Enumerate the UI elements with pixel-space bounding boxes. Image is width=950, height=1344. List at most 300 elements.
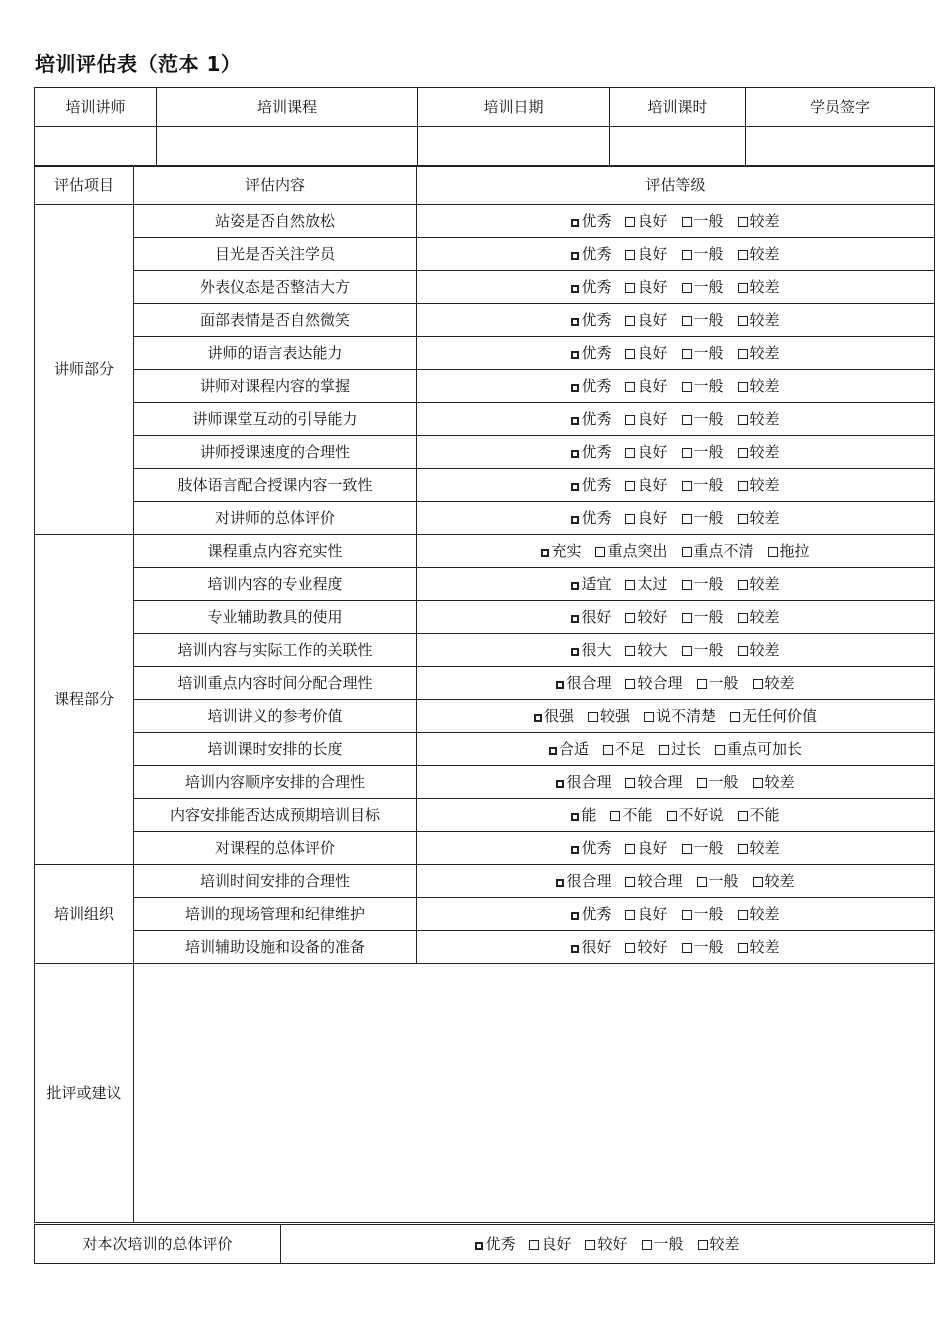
rating-options: [417, 634, 935, 667]
rating-option[interactable]: [738, 576, 780, 593]
rating-option[interactable]: [625, 213, 667, 230]
rating-option[interactable]: [738, 510, 780, 527]
rating-option[interactable]: [682, 213, 724, 230]
rating-option[interactable]: [738, 609, 780, 626]
rating-option[interactable]: [588, 708, 630, 725]
rating-option[interactable]: [697, 873, 739, 890]
checkbox-icon[interactable]: [682, 943, 692, 953]
option-label: 优秀: [581, 508, 612, 527]
option-label: 能: [581, 805, 597, 824]
rating-option[interactable]: [549, 741, 589, 758]
rating-options: [417, 469, 935, 502]
rating-option[interactable]: [682, 378, 724, 395]
checkbox-icon[interactable]: [625, 646, 635, 656]
option-label: 优秀: [581, 409, 612, 428]
rating-option[interactable]: [625, 840, 667, 857]
rating-option[interactable]: [738, 246, 780, 263]
option-label: 良好: [637, 343, 668, 362]
checkbox-icon[interactable]: [571, 615, 579, 623]
rating-option[interactable]: [625, 873, 682, 890]
checkbox-icon[interactable]: [625, 514, 635, 524]
eval-row: [35, 370, 935, 403]
rating-option[interactable]: [682, 345, 724, 362]
rating-option[interactable]: [738, 279, 780, 296]
rating-option[interactable]: [738, 411, 780, 428]
option-label: 一般: [693, 376, 724, 395]
rating-option[interactable]: [667, 807, 724, 824]
option-label: 重点不清: [693, 541, 754, 560]
rating-option[interactable]: [642, 1236, 684, 1253]
checkbox-icon[interactable]: [556, 879, 564, 887]
checkbox-icon[interactable]: [549, 747, 557, 755]
rating-option[interactable]: [738, 807, 780, 824]
rating-option[interactable]: [625, 279, 667, 296]
checkbox-icon[interactable]: [529, 1240, 539, 1250]
eval-row: [35, 766, 935, 799]
checkbox-icon[interactable]: [571, 912, 579, 920]
option-label: 优秀: [581, 475, 612, 494]
checkbox-icon[interactable]: [738, 943, 748, 953]
rating-option[interactable]: [738, 477, 780, 494]
checkbox-icon[interactable]: [738, 613, 748, 623]
rating-option[interactable]: [625, 444, 667, 461]
checkbox-icon[interactable]: [659, 745, 669, 755]
rating-option[interactable]: [571, 840, 611, 857]
option-label: 良好: [637, 838, 668, 857]
checkbox-icon[interactable]: [753, 778, 763, 788]
checkbox-icon[interactable]: [571, 813, 579, 821]
checkbox-icon[interactable]: [541, 549, 549, 557]
eval-row: [35, 634, 935, 667]
checkbox-icon[interactable]: [571, 252, 579, 260]
rating-option[interactable]: [571, 444, 611, 461]
rating-option[interactable]: [625, 510, 667, 527]
option-label: 一般: [693, 442, 724, 461]
option-label: 一般: [693, 838, 724, 857]
rating-option[interactable]: [738, 213, 780, 230]
option-label: 较合理: [637, 871, 683, 890]
rating-option[interactable]: [682, 642, 724, 659]
checkbox-icon[interactable]: [715, 745, 725, 755]
checkbox-icon[interactable]: [571, 516, 579, 524]
option-label: 说不清楚: [656, 706, 717, 725]
rating-option[interactable]: [682, 246, 724, 263]
eval-content: 讲师授课速度的合理性: [134, 436, 417, 469]
option-label: 优秀: [581, 310, 612, 329]
checkbox-icon[interactable]: [625, 943, 635, 953]
option-label: 一般: [693, 937, 724, 956]
signature-header: 学员签字: [746, 88, 935, 127]
rating-option[interactable]: [738, 345, 780, 362]
checkbox-icon[interactable]: [682, 514, 692, 524]
rating-option[interactable]: [625, 411, 667, 428]
eval-content: 对课程的总体评价: [134, 832, 417, 865]
checkbox-icon[interactable]: [697, 877, 707, 887]
hours-field[interactable]: [610, 127, 746, 166]
rating-option[interactable]: [556, 675, 611, 692]
eval-content: 目光是否关注学员: [134, 238, 417, 271]
rating-option[interactable]: [571, 477, 611, 494]
eval-content: 面部表情是否自然微笑: [134, 304, 417, 337]
rating-option[interactable]: [556, 873, 611, 890]
rating-option[interactable]: [738, 939, 780, 956]
checkbox-icon[interactable]: [682, 547, 692, 557]
checkbox-icon[interactable]: [682, 481, 692, 491]
rating-option[interactable]: [625, 774, 682, 791]
eval-row: [35, 667, 935, 700]
rating-option[interactable]: [682, 576, 724, 593]
eval-item-header: 评估项目: [35, 167, 134, 205]
rating-options: [417, 931, 935, 964]
rating-option[interactable]: [625, 246, 667, 263]
option-label: 较差: [749, 376, 780, 395]
trainer-field[interactable]: [35, 127, 157, 166]
checkbox-icon[interactable]: [738, 217, 748, 227]
checkbox-icon[interactable]: [738, 415, 748, 425]
rating-option[interactable]: [682, 312, 724, 329]
checkbox-icon[interactable]: [753, 877, 763, 887]
info-table: [34, 87, 935, 166]
option-label: 很合理: [566, 673, 612, 692]
rating-option[interactable]: [571, 345, 611, 362]
eval-row: [35, 865, 935, 898]
rating-option[interactable]: [697, 774, 739, 791]
rating-option[interactable]: [682, 906, 724, 923]
rating-option[interactable]: [738, 378, 780, 395]
rating-option[interactable]: [534, 708, 574, 725]
checkbox-icon[interactable]: [625, 580, 635, 590]
rating-option[interactable]: [625, 378, 667, 395]
rating-options: [417, 700, 935, 733]
checkbox-icon[interactable]: [625, 283, 635, 293]
rating-option[interactable]: [682, 510, 724, 527]
checkbox-icon[interactable]: [682, 448, 692, 458]
checkbox-icon[interactable]: [556, 780, 564, 788]
eval-row: [35, 898, 935, 931]
eval-content: 讲师课堂互动的引导能力: [134, 403, 417, 436]
rating-option[interactable]: [682, 840, 724, 857]
rating-option[interactable]: [625, 477, 667, 494]
checkbox-icon[interactable]: [738, 646, 748, 656]
checkbox-icon[interactable]: [571, 648, 579, 656]
eval-content: 培训课时安排的长度: [134, 733, 417, 766]
rating-option[interactable]: [475, 1236, 515, 1253]
option-label: 很大: [581, 640, 612, 659]
option-label: 较差: [749, 937, 780, 956]
course-field[interactable]: [157, 127, 418, 166]
checkbox-icon[interactable]: [571, 417, 579, 425]
rating-option[interactable]: [571, 411, 611, 428]
rating-option[interactable]: [571, 609, 611, 626]
rating-option[interactable]: [738, 312, 780, 329]
option-label: 很合理: [566, 772, 612, 791]
rating-option[interactable]: [625, 939, 667, 956]
rating-option[interactable]: [682, 477, 724, 494]
eval-row: [35, 832, 935, 865]
checkbox-icon[interactable]: [588, 712, 598, 722]
option-label: 很好: [581, 937, 612, 956]
checkbox-icon[interactable]: [738, 448, 748, 458]
checkbox-icon[interactable]: [730, 712, 740, 722]
rating-options: [417, 238, 935, 271]
rating-option[interactable]: [571, 807, 596, 824]
checkbox-icon[interactable]: [682, 844, 692, 854]
checkbox-icon[interactable]: [642, 1240, 652, 1250]
eval-row: [35, 469, 935, 502]
rating-option[interactable]: [571, 906, 611, 923]
rating-option[interactable]: [603, 741, 645, 758]
date-header: 培训日期: [418, 88, 610, 127]
option-label: 一般: [708, 871, 739, 890]
eval-content: 培训内容的专业程度: [134, 568, 417, 601]
option-label: 一般: [693, 640, 724, 659]
rating-option[interactable]: [738, 840, 780, 857]
checkbox-icon[interactable]: [682, 250, 692, 260]
rating-option[interactable]: [682, 609, 724, 626]
eval-row: [35, 568, 935, 601]
checkbox-icon[interactable]: [571, 582, 579, 590]
checkbox-icon[interactable]: [625, 844, 635, 854]
option-label: 一般: [693, 409, 724, 428]
checkbox-icon[interactable]: [625, 250, 635, 260]
checkbox-icon[interactable]: [682, 415, 692, 425]
option-label: 良好: [637, 376, 668, 395]
checkbox-icon[interactable]: [682, 283, 692, 293]
rating-option[interactable]: [625, 642, 667, 659]
rating-option[interactable]: [659, 741, 701, 758]
eval-row: [35, 733, 935, 766]
rating-option[interactable]: [625, 906, 667, 923]
eval-row: [35, 205, 935, 238]
checkbox-icon[interactable]: [571, 285, 579, 293]
rating-options: [417, 832, 935, 865]
checkbox-icon[interactable]: [571, 450, 579, 458]
checkbox-icon[interactable]: [534, 714, 542, 722]
comments-row: [35, 964, 935, 1223]
rating-option[interactable]: [571, 279, 611, 296]
eval-content: 外表仪态是否整洁大方: [134, 271, 417, 304]
checkbox-icon[interactable]: [571, 483, 579, 491]
rating-option[interactable]: [625, 675, 682, 692]
rating-options: [417, 535, 935, 568]
checkbox-icon[interactable]: [697, 679, 707, 689]
rating-option[interactable]: [768, 543, 810, 560]
checkbox-icon[interactable]: [753, 679, 763, 689]
rating-option[interactable]: [682, 543, 754, 560]
option-label: 适宜: [581, 574, 612, 593]
checkbox-icon[interactable]: [571, 384, 579, 392]
option-label: 重点突出: [607, 541, 668, 560]
checkbox-icon[interactable]: [682, 316, 692, 326]
section-label: 培训组织: [35, 865, 134, 964]
rating-option[interactable]: [730, 708, 817, 725]
rating-option[interactable]: [571, 378, 611, 395]
eval-content: 培训重点内容时间分配合理性: [134, 667, 417, 700]
checkbox-icon[interactable]: [603, 745, 613, 755]
option-label: 一般: [693, 277, 724, 296]
rating-options: [417, 667, 935, 700]
checkbox-icon[interactable]: [625, 382, 635, 392]
signature-field[interactable]: [746, 127, 935, 166]
rating-options: [417, 436, 935, 469]
checkbox-icon[interactable]: [738, 580, 748, 590]
option-label: 优秀: [581, 376, 612, 395]
checkbox-icon[interactable]: [625, 217, 635, 227]
eval-row: [35, 436, 935, 469]
rating-options: [417, 766, 935, 799]
checkbox-icon[interactable]: [571, 846, 579, 854]
checkbox-icon[interactable]: [625, 778, 635, 788]
option-label: 良好: [637, 475, 668, 494]
rating-option[interactable]: [625, 576, 667, 593]
rating-option[interactable]: [697, 675, 739, 692]
checkbox-icon[interactable]: [625, 613, 635, 623]
option-label: 一般: [693, 310, 724, 329]
rating-option[interactable]: [625, 312, 667, 329]
checkbox-icon[interactable]: [625, 349, 635, 359]
checkbox-icon[interactable]: [738, 811, 748, 821]
rating-option[interactable]: [571, 939, 611, 956]
option-label: 过长: [671, 739, 702, 758]
checkbox-icon[interactable]: [625, 877, 635, 887]
rating-option[interactable]: [571, 576, 611, 593]
option-label: 较差: [749, 442, 780, 461]
checkbox-icon[interactable]: [738, 316, 748, 326]
date-field[interactable]: [418, 127, 610, 166]
checkbox-icon[interactable]: [738, 283, 748, 293]
rating-option[interactable]: [571, 510, 611, 527]
rating-option[interactable]: [556, 774, 611, 791]
rating-option[interactable]: [571, 246, 611, 263]
option-label: 优秀: [581, 343, 612, 362]
checkbox-icon[interactable]: [682, 349, 692, 359]
eval-content: 培训辅助设施和设备的准备: [134, 931, 417, 964]
option-label: 良好: [637, 244, 668, 263]
checkbox-icon[interactable]: [738, 382, 748, 392]
option-label: 较差: [764, 772, 795, 791]
checkbox-icon[interactable]: [556, 681, 564, 689]
comments-field[interactable]: [134, 964, 935, 1223]
rating-option[interactable]: [738, 444, 780, 461]
checkbox-icon[interactable]: [738, 910, 748, 920]
checkbox-icon[interactable]: [698, 1240, 708, 1250]
checkbox-icon[interactable]: [625, 316, 635, 326]
info-value-row: [35, 127, 935, 166]
rating-option[interactable]: [585, 1236, 627, 1253]
option-label: 一般: [693, 211, 724, 230]
rating-option[interactable]: [529, 1236, 571, 1253]
checkbox-icon[interactable]: [625, 481, 635, 491]
checkbox-icon[interactable]: [595, 547, 605, 557]
rating-option[interactable]: [644, 708, 716, 725]
rating-option[interactable]: [738, 906, 780, 923]
rating-option[interactable]: [753, 873, 795, 890]
rating-option[interactable]: [625, 609, 667, 626]
option-label: 较差: [749, 244, 780, 263]
option-label: 优秀: [581, 904, 612, 923]
checkbox-icon[interactable]: [682, 910, 692, 920]
rating-option[interactable]: [571, 642, 611, 659]
rating-option[interactable]: [753, 774, 795, 791]
checkbox-icon[interactable]: [585, 1240, 595, 1250]
rating-option[interactable]: [595, 543, 667, 560]
rating-option[interactable]: [571, 312, 611, 329]
checkbox-icon[interactable]: [475, 1242, 483, 1250]
rating-option[interactable]: [682, 939, 724, 956]
rating-option[interactable]: [715, 741, 802, 758]
option-label: 无任何价值: [742, 706, 818, 725]
checkbox-icon[interactable]: [738, 349, 748, 359]
checkbox-icon[interactable]: [571, 219, 579, 227]
checkbox-icon[interactable]: [682, 646, 692, 656]
option-label: 较差: [749, 310, 780, 329]
option-label: 较大: [637, 640, 668, 659]
checkbox-icon[interactable]: [571, 351, 579, 359]
rating-option[interactable]: [625, 345, 667, 362]
checkbox-icon[interactable]: [610, 811, 620, 821]
checkbox-icon[interactable]: [697, 778, 707, 788]
rating-option[interactable]: [698, 1236, 740, 1253]
rating-option[interactable]: [610, 807, 652, 824]
checkbox-icon[interactable]: [625, 679, 635, 689]
checkbox-icon[interactable]: [667, 811, 677, 821]
eval-row: [35, 799, 935, 832]
checkbox-icon[interactable]: [625, 448, 635, 458]
option-label: 一般: [653, 1234, 684, 1253]
checkbox-icon[interactable]: [625, 415, 635, 425]
checkbox-icon[interactable]: [682, 580, 692, 590]
option-label: 一般: [693, 574, 724, 593]
checkbox-icon[interactable]: [644, 712, 654, 722]
rating-option[interactable]: [571, 213, 611, 230]
option-label: 良好: [637, 211, 668, 230]
rating-option[interactable]: [753, 675, 795, 692]
rating-options: [417, 502, 935, 535]
option-label: 优秀: [581, 277, 612, 296]
rating-option[interactable]: [682, 279, 724, 296]
checkbox-icon[interactable]: [768, 547, 778, 557]
eval-content: 讲师对课程内容的掌握: [134, 370, 417, 403]
checkbox-icon[interactable]: [682, 613, 692, 623]
eval-content: 培训内容与实际工作的关联性: [134, 634, 417, 667]
checkbox-icon[interactable]: [738, 481, 748, 491]
checkbox-icon[interactable]: [571, 318, 579, 326]
checkbox-icon[interactable]: [738, 844, 748, 854]
checkbox-icon[interactable]: [682, 217, 692, 227]
rating-option[interactable]: [541, 543, 581, 560]
eval-row: [35, 502, 935, 535]
eval-content: 专业辅助教具的使用: [134, 601, 417, 634]
checkbox-icon[interactable]: [571, 945, 579, 953]
checkbox-icon[interactable]: [738, 250, 748, 260]
option-label: 一般: [693, 607, 724, 626]
rating-option[interactable]: [738, 642, 780, 659]
option-label: 较差: [749, 607, 780, 626]
option-label: 一般: [693, 244, 724, 263]
checkbox-icon[interactable]: [682, 382, 692, 392]
option-label: 较好: [637, 607, 668, 626]
eval-row: [35, 304, 935, 337]
option-label: 较差: [749, 211, 780, 230]
rating-options: [417, 337, 935, 370]
checkbox-icon[interactable]: [625, 910, 635, 920]
page-title: 培训评估表（范本 1）: [35, 52, 242, 76]
checkbox-icon[interactable]: [738, 514, 748, 524]
rating-option[interactable]: [682, 411, 724, 428]
option-label: 优秀: [581, 211, 612, 230]
eval-content: 课程重点内容充实性: [134, 535, 417, 568]
rating-option[interactable]: [682, 444, 724, 461]
